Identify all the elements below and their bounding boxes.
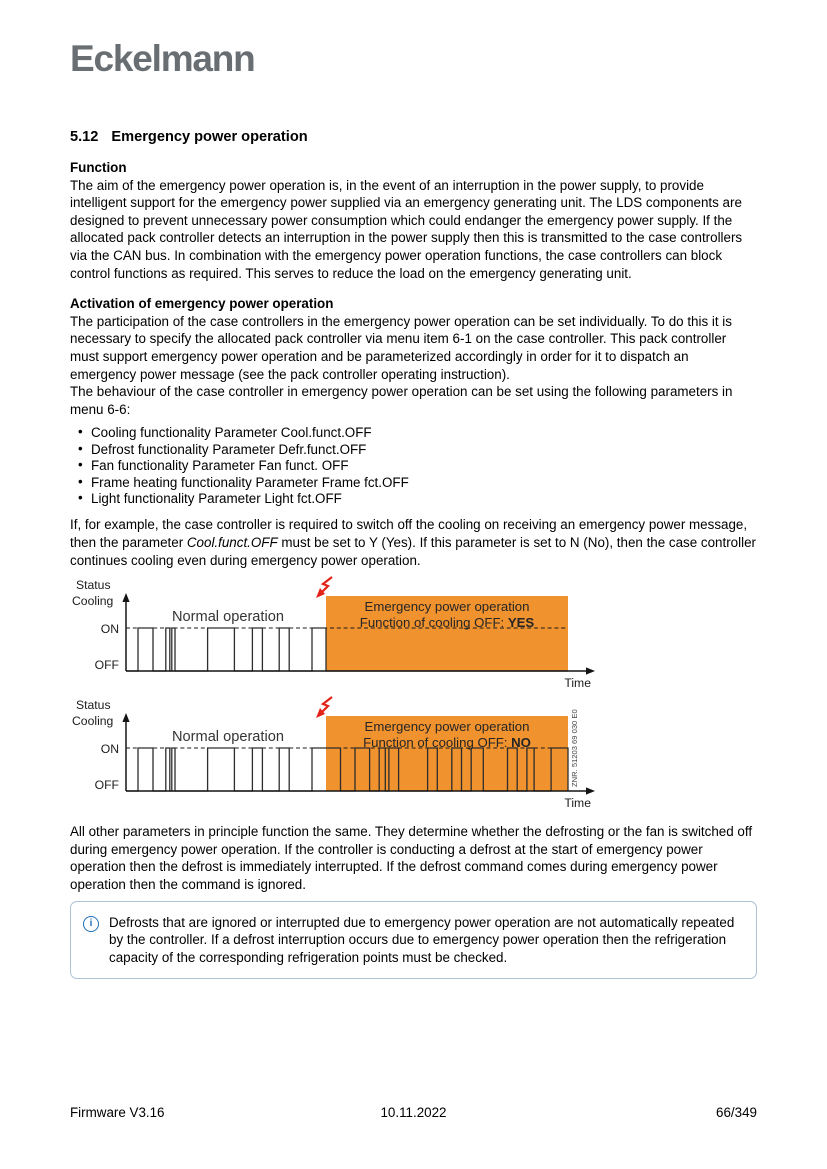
y-axis-label-line1: Status bbox=[76, 578, 111, 593]
emergency-label-prefix: Function of cooling OFF: bbox=[363, 735, 512, 751]
x-axis-label: Time bbox=[564, 676, 591, 691]
y-axis-label-line2: Cooling bbox=[72, 594, 114, 609]
activation-heading: Activation of emergency power operation bbox=[70, 296, 334, 312]
timing-chart-cooling-off-yes bbox=[70, 575, 605, 694]
y-axis-label-line2: Cooling bbox=[72, 714, 114, 729]
list-item: • Fan functionality Parameter Fan funct. OFF bbox=[70, 458, 757, 474]
off-tick-label: OFF bbox=[94, 658, 119, 673]
on-tick-label: ON bbox=[100, 742, 119, 757]
section-number: 5.12 bbox=[70, 129, 99, 145]
drawing-number-vertical-text: ZNR. 51203 69 030 E0 bbox=[570, 709, 579, 788]
emergency-label-line1: Emergency power operation bbox=[364, 719, 530, 735]
section-heading bbox=[70, 128, 757, 146]
x-axis-label: Time bbox=[564, 796, 591, 811]
note-text: Defrosts that are ignored or interrupted due to emergency power operation are not automatically repeated by the controller. If a defrost interruption occurs due to emergency power operation then the refrigeration capacity of the corresponding refrigeration points must be checked. bbox=[109, 914, 735, 965]
y-axis-arrow bbox=[122, 593, 129, 602]
emergency-label-prefix: Function of cooling OFF: bbox=[359, 615, 508, 631]
footer-page-number: 66/349 bbox=[716, 1105, 757, 1120]
info-note-box bbox=[70, 901, 757, 980]
lightning-icon bbox=[322, 577, 332, 592]
list-item: • Frame heating functionality Parameter Frame fct.OFF bbox=[70, 475, 757, 491]
footer-firmware-version: Firmware V3.16 bbox=[70, 1105, 165, 1120]
parameter-list bbox=[70, 425, 757, 507]
normal-operation-label: Normal operation bbox=[172, 609, 284, 626]
function-paragraph: The aim of the emergency power operation is, in the event of an interruption in the power supply, to provide intelligent support for the emergency power supplied via an emergency generating unit. The LDS components are designed to prevent unnecessary power consumption which could endanger the emergency power supply. If the allocated pack controller detects an interruption in the power supply then this is transmitted to the case controllers via the CAN bus. In combination with the emergency power operation functions, the case controllers can block control functions as required. This serves to reduce the load on the emergency generating unit. bbox=[70, 177, 743, 281]
x-axis-arrow bbox=[586, 668, 595, 675]
other-parameters-paragraph: All other parameters in principle function the same. They determine whether the defrosting or the fan is switched off during emergency power operation. If the controller is conducting a defrost at the start of emergency power operation then the defrost is immediately interrupted. If the defrost command comes during emergency power operation then the command is ignored. bbox=[70, 824, 753, 892]
lightning-icon bbox=[322, 697, 332, 712]
x-axis-arrow bbox=[586, 788, 595, 795]
activation-paragraph-2: The behaviour of the case controller in emergency power operation can be set using the following parameters in menu 6-6: bbox=[70, 384, 733, 417]
section-title: Emergency power operation bbox=[111, 129, 308, 145]
emergency-label-line2 bbox=[360, 615, 535, 630]
page-footer bbox=[70, 1105, 757, 1120]
parameter-name-italic: Cool.funct.OFF bbox=[186, 534, 278, 550]
normal-operation-label: Normal operation bbox=[172, 729, 284, 746]
list-item: • Defrost functionality Parameter Defr.funct.OFF bbox=[70, 442, 757, 458]
info-icon: i bbox=[83, 916, 99, 932]
off-tick-label: OFF bbox=[94, 778, 119, 793]
footer-date: 10.11.2022 bbox=[380, 1105, 447, 1120]
timing-chart-cooling-off-no bbox=[70, 695, 605, 814]
list-item: • Light functionality Parameter Light fct.OFF bbox=[70, 491, 757, 507]
function-heading: Function bbox=[70, 160, 127, 175]
y-axis-arrow bbox=[122, 713, 129, 722]
example-text-before: If, for example, the case controller is required to switch off the cooling on receiving an emergency power message, then the parameter bbox=[70, 517, 748, 550]
y-axis-label-line1: Status bbox=[76, 698, 111, 713]
eckelmann-logo: Eckelmann bbox=[70, 38, 255, 79]
on-tick-label: ON bbox=[100, 622, 119, 637]
activation-paragraph-1: The participation of the case controllers in the emergency power operation can be set individually. To do this it is necessary to specify the allocated pack controller via menu item 6-1 on the case controller. This pack controller must support emergency power operation and be parameterized accordingly in order for it to dispatch an emergency power message (see the pack controller operating instruction). bbox=[70, 313, 732, 382]
emergency-label-line1: Emergency power operation bbox=[364, 599, 530, 615]
emergency-label-value: YES bbox=[507, 615, 535, 631]
list-item: • Cooling functionality Parameter Cool.funct.OFF bbox=[70, 425, 757, 441]
example-paragraph bbox=[70, 516, 757, 569]
example-text-after: must be set to Y (Yes). If this parameter is set to N (No), then the case controller continues cooling even during emergency power operation. bbox=[70, 534, 756, 568]
emergency-label-value: NO bbox=[511, 735, 531, 751]
